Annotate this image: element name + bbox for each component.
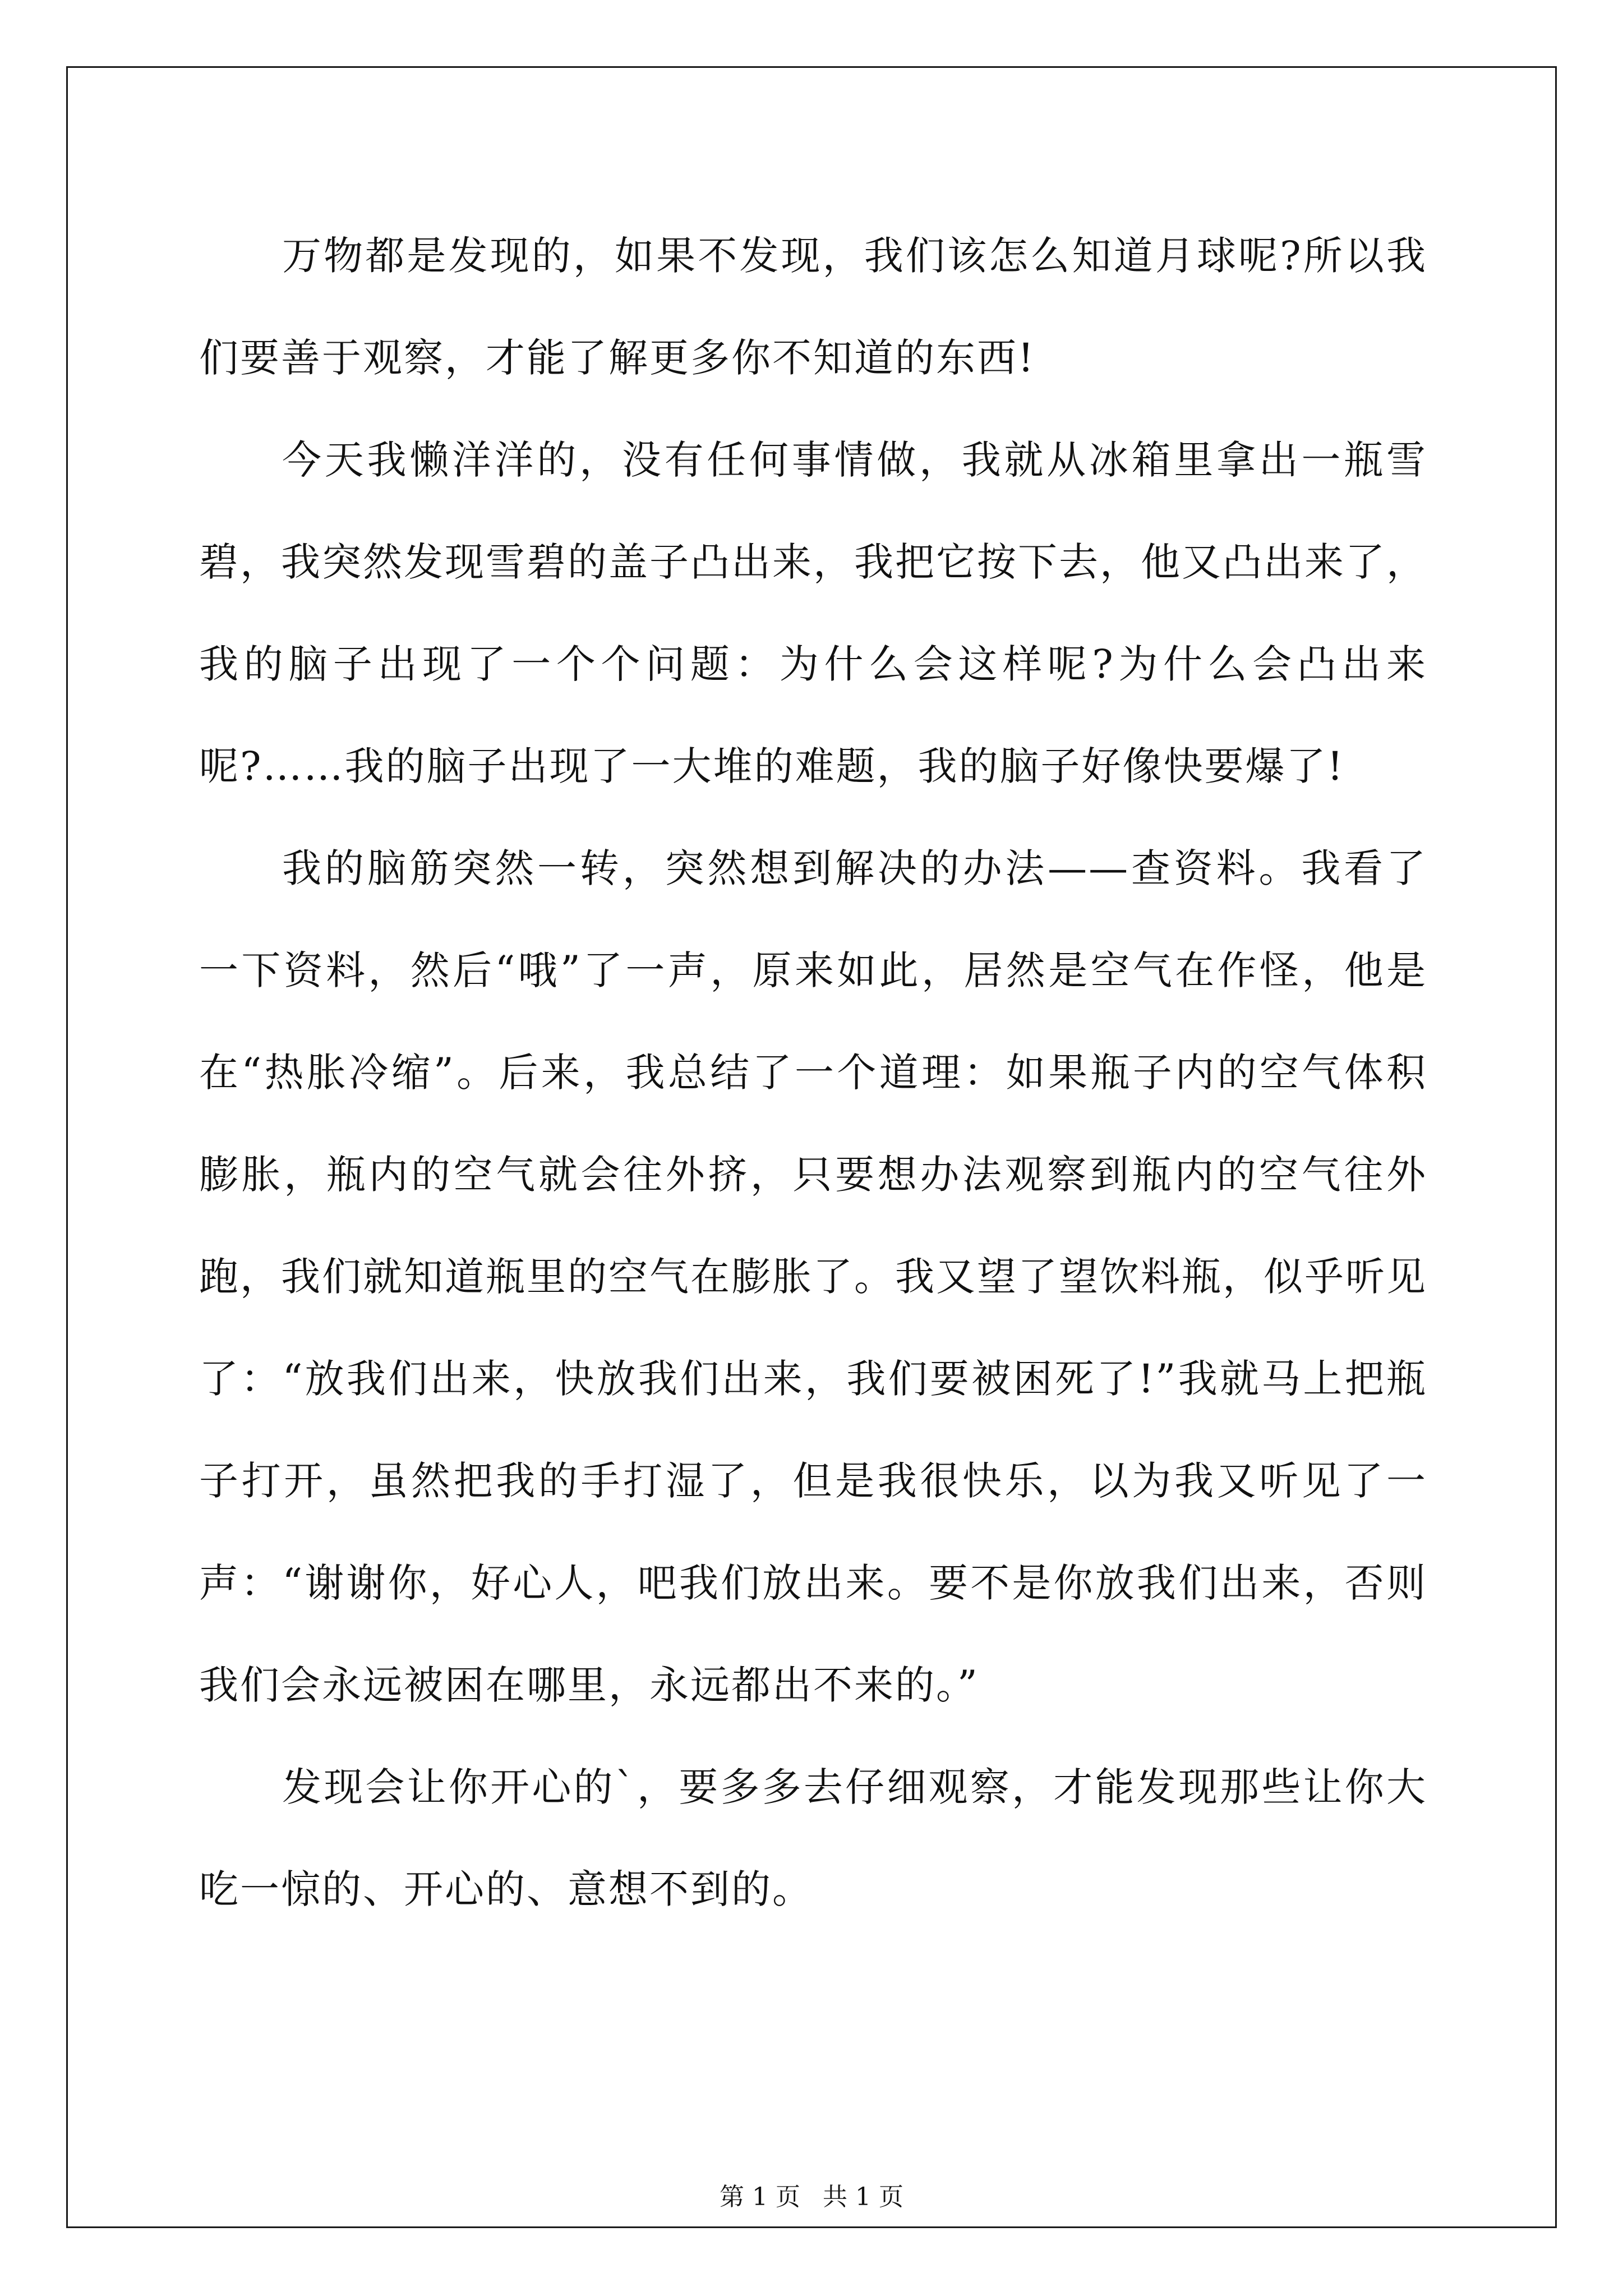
document-body: [199, 205, 1427, 1940]
page-footer: [0, 2177, 1623, 2212]
page-number: 第 1 页: [720, 2183, 800, 2211]
paragraph-4: 发现会让你开心的`，要多多去仔细观察，才能发现那些让你大吃一惊的、开心的、意想不到的。: [199, 1764, 1427, 1912]
paragraph-3: 我的脑筋突然一转，突然想到解决的办法——查资料。我看了一下资料，然后“哦”了一声，原来如此，居然是空气在作怪，他是在“热胀冷缩”。后来，我总结了一个道理：如果瓶子内的空气体积膨胀，瓶内的空气就会往外挤，只要想办法观察到瓶内的空气往外跑，我们就知道瓶里的空气在膨胀了。我又望了望饮料瓶，似乎听见了：“放我们出来，快放我们出来，我们要被困死了!”我就马上把瓶子打开，虽然把我的手打湿了，但是我很快乐，以为我又听见了一声：“谢谢你，好心人，吧我们放出来。要不是你放我们出来，否则我们会永远被困在哪里，永远都出不来的。”: [199, 845, 1427, 1708]
paragraph-2: 今天我懒洋洋的，没有任何事情做，我就从冰箱里拿出一瓶雪碧，我突然发现雪碧的盖子凸出来，我把它按下去，他又凸出来了，我的脑子出现了一个个问题：为什么会这样呢?为什么会凸出来呢?……我的脑子出现了一大堆的难题，我的脑子好像快要爆了!: [199, 437, 1427, 789]
paragraph-1: 万物都是发现的，如果不发现，我们该怎么知道月球呢?所以我们要善于观察，才能了解更多你不知道的东西!: [199, 233, 1427, 381]
page-total: 共 1 页: [823, 2183, 903, 2211]
